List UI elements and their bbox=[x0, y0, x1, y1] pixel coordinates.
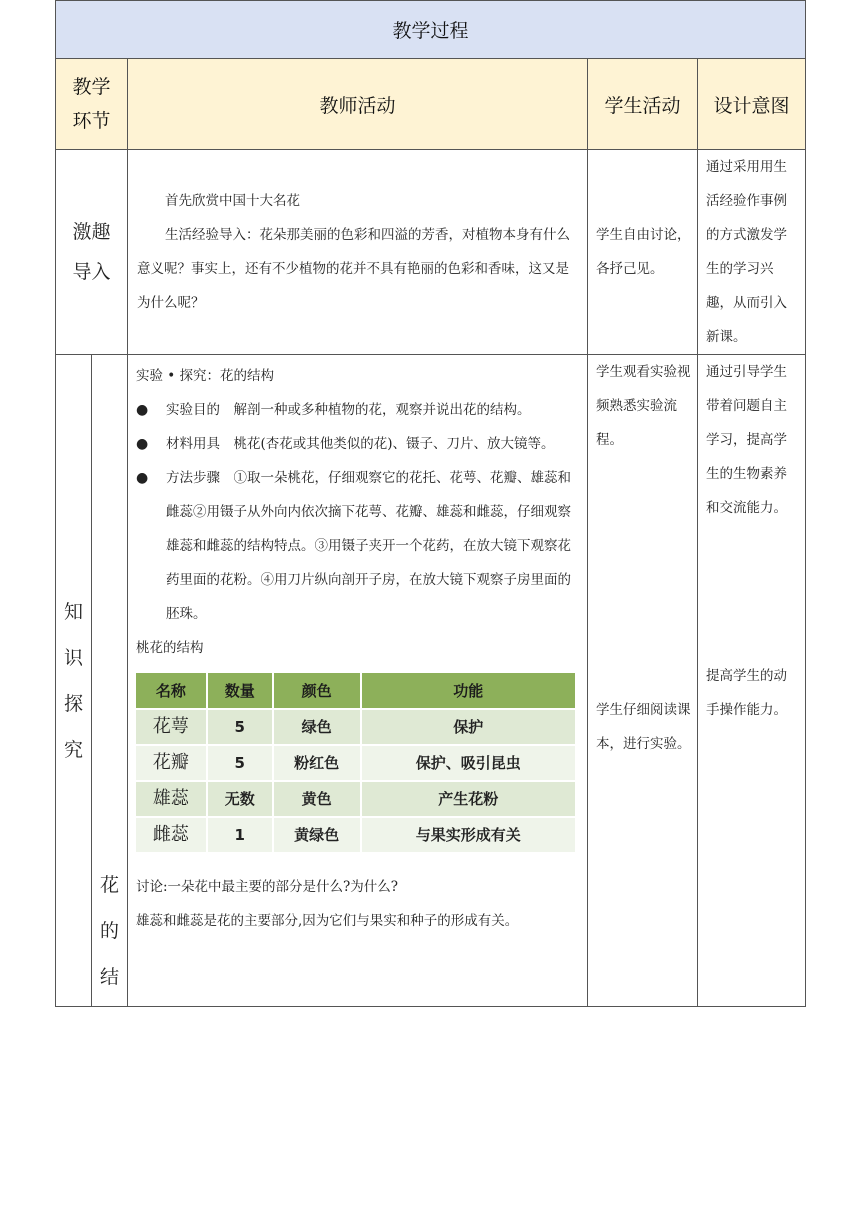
intro-stage-line1: 激趣 bbox=[72, 221, 111, 243]
table-cell: 与果实形成有关 bbox=[361, 817, 577, 853]
knowledge-stage-char-2: 识 bbox=[63, 646, 83, 669]
table-cell: 保护、吸引昆虫 bbox=[361, 745, 577, 781]
flower-table-header: 颜色 bbox=[273, 673, 361, 709]
knowledge-stage-char-4: 究 bbox=[63, 738, 83, 761]
table-cell: 5 bbox=[207, 745, 273, 781]
table-cell: 粉红色 bbox=[273, 745, 361, 781]
bullet-steps bbox=[136, 461, 579, 631]
header-stage-line2: 环节 bbox=[72, 110, 111, 132]
intro-teacher-p1: 首先欣赏中国十大名花 bbox=[165, 193, 300, 209]
table-title: 教学过程 bbox=[56, 1, 806, 59]
discussion-question: 讨论:一朵花中最主要的部分是什么?为什么? bbox=[136, 879, 399, 895]
table-row bbox=[136, 709, 576, 745]
table-cell: 雄蕊 bbox=[136, 781, 207, 817]
table-cell: 黄绿色 bbox=[273, 817, 361, 853]
flower-table-header: 名称 bbox=[136, 673, 207, 709]
intro-student-text: 学生自由讨论，各抒己见。 bbox=[596, 227, 691, 277]
flower-table-header: 数量 bbox=[207, 673, 273, 709]
bullet-dot: ● bbox=[136, 402, 149, 418]
teaching-process-table bbox=[55, 0, 806, 1007]
table-row bbox=[136, 817, 576, 853]
bullet-materials bbox=[136, 427, 579, 461]
knowledge-substage bbox=[92, 355, 128, 1007]
header-design: 设计意图 bbox=[698, 59, 806, 150]
knowledge-design bbox=[698, 355, 806, 1007]
flower-table-header-row bbox=[136, 673, 576, 709]
knowledge-stage-char-1: 知 bbox=[63, 600, 83, 623]
table-cell: 雌蕊 bbox=[136, 817, 207, 853]
knowledge-student-text-1: 学生观看实验视频熟悉实验流程。 bbox=[596, 364, 691, 448]
knowledge-design-text-2: 提高学生的动手操作能力。 bbox=[706, 668, 787, 718]
table-row bbox=[136, 745, 576, 781]
discussion-answer: 雄蕊和雌蕊是花的主要部分,因为它们与果实和种子的形成有关。 bbox=[136, 913, 519, 929]
bullet-dot: ● bbox=[136, 470, 149, 486]
flower-structure-table bbox=[136, 673, 577, 854]
table-cell: 产生花粉 bbox=[361, 781, 577, 817]
bullet-purpose bbox=[136, 393, 579, 427]
knowledge-design-text-1: 通过引导学生带着问题自主学习，提高学生的生物素养和交流能力。 bbox=[706, 364, 787, 516]
intro-row bbox=[56, 150, 806, 355]
intro-student bbox=[588, 150, 698, 355]
header-stage-line1: 教学 bbox=[72, 76, 111, 98]
table-row bbox=[136, 781, 576, 817]
design-spacer bbox=[706, 525, 799, 659]
bullet-steps-text: 方法步骤 ①取一朵桃花，仔细观察它的花托、花萼、花瓣、雄蕊和雌蕊②用镊子从外向内依次摘下花萼、花瓣、雄蕊和雌蕊，仔细观察雄蕊和雌蕊的结构特点。③用镊子夹开一个花药，在放大镜下观察花药里面的花粉。④用刀片纵向剖开子房，在放大镜下观察子房里面的胚珠。 bbox=[166, 470, 571, 622]
bullet-purpose-text: 实验目的 解剖一种或多种植物的花，观察并说出花的结构。 bbox=[166, 402, 531, 418]
student-spacer bbox=[596, 457, 691, 693]
intro-teacher bbox=[128, 150, 588, 355]
intro-design-text: 通过采用用生活经验作事例的方式激发学生的学习兴趣，从而引入新课。 bbox=[706, 159, 787, 345]
intro-design bbox=[698, 150, 806, 355]
knowledge-student bbox=[588, 355, 698, 1007]
intro-teacher-p2: 生活经验导入：花朵那美丽的色彩和四溢的芳香，对植物本身有什么意义呢？事实上，还有不少植物的花并不具有艳丽的色彩和香味，这又是为什么呢？ bbox=[137, 227, 570, 311]
experiment-heading: 实验 • 探究：花的结构 bbox=[136, 368, 275, 384]
header-student: 学生活动 bbox=[588, 59, 698, 150]
blank-space bbox=[136, 938, 579, 1006]
knowledge-sub-char-1: 花 bbox=[99, 874, 119, 896]
table-cell: 1 bbox=[207, 817, 273, 853]
table-cell: 保护 bbox=[361, 709, 577, 745]
knowledge-row bbox=[56, 355, 806, 1007]
knowledge-stage-char-3: 探 bbox=[63, 692, 83, 715]
intro-stage bbox=[56, 150, 128, 355]
knowledge-teacher bbox=[128, 355, 588, 1007]
header-teacher: 教师活动 bbox=[128, 59, 588, 150]
table-cell: 绿色 bbox=[273, 709, 361, 745]
table-cell: 无数 bbox=[207, 781, 273, 817]
table-cell: 花瓣 bbox=[136, 745, 207, 781]
header-stage bbox=[56, 59, 128, 150]
bullet-materials-text: 材料用具 桃花(杏花或其他类似的花)、镊子、刀片、放大镜等。 bbox=[166, 436, 555, 452]
table-cell: 花萼 bbox=[136, 709, 207, 745]
flower-table-header: 功能 bbox=[361, 673, 577, 709]
table-cell: 5 bbox=[207, 709, 273, 745]
intro-stage-line2: 导入 bbox=[72, 261, 111, 283]
table-caption: 桃花的结构 bbox=[136, 640, 204, 656]
bullet-dot: ● bbox=[136, 436, 149, 452]
knowledge-sub-char-3: 结 bbox=[99, 966, 119, 988]
table-cell: 黄色 bbox=[273, 781, 361, 817]
knowledge-student-text-2: 学生仔细阅读课本，进行实验。 bbox=[596, 702, 691, 752]
knowledge-sub-char-2: 的 bbox=[99, 920, 119, 942]
knowledge-stage bbox=[56, 355, 92, 1007]
